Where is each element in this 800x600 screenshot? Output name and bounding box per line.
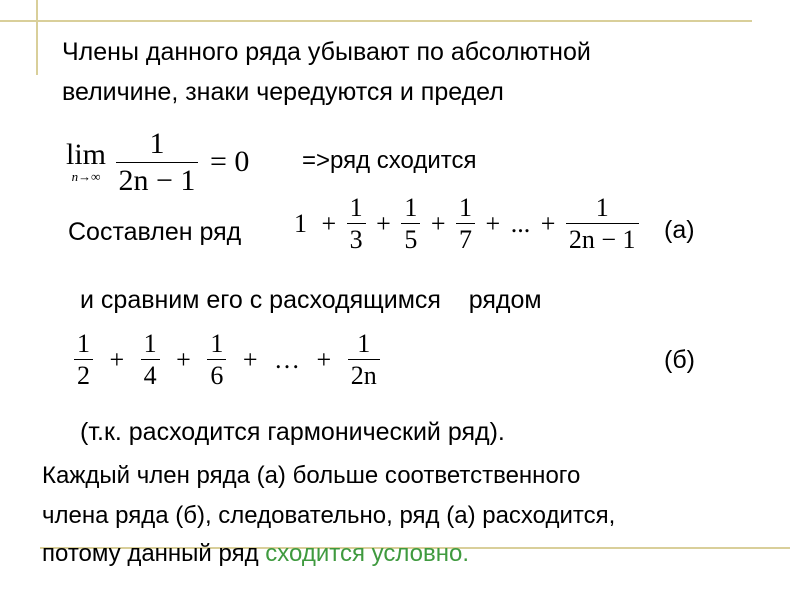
conclusion-line-3 (42, 540, 469, 568)
series-a-term-2 (401, 194, 420, 254)
series-b-term-2 (141, 330, 160, 390)
term-numerator: 1 (595, 193, 609, 222)
conclusion-line-2: члена ряда (б), следовательно, ряд (а) расходится, (42, 502, 616, 529)
plus-sign: + (176, 344, 191, 374)
limit-equals: = 0 (209, 145, 250, 178)
fraction-bar (456, 223, 475, 224)
series-a-tag: (а) (664, 216, 695, 244)
plus-sign: + (242, 344, 258, 374)
term-numerator: 1 (459, 193, 473, 222)
plus-sign: + (430, 208, 446, 238)
conclusion-line-1: Каждый член ряда (а) больше соответственного (42, 462, 581, 489)
fraction-bar (347, 223, 366, 224)
plus-sign: + (376, 208, 391, 238)
limit-expression (66, 128, 253, 196)
fraction-bar (566, 223, 639, 224)
fraction-bar (116, 162, 199, 163)
series-a-term-3 (456, 194, 475, 254)
series-a-term-1 (347, 194, 366, 254)
plus-sign: + (109, 344, 125, 374)
term-numerator: 1 (404, 193, 418, 222)
term-numerator: 1 (143, 329, 157, 358)
frame-top-line (0, 20, 752, 22)
frame-left-line (36, 0, 38, 75)
fraction-bar (207, 359, 226, 360)
plus-sign: + (321, 208, 337, 238)
conditional-convergence-highlight: сходится условно. (265, 540, 469, 567)
harmonic-note: (т.к. расходится гармонический ряд). (80, 418, 505, 446)
series-a-general-term (566, 194, 639, 254)
limit-denominator: 2n − 1 (118, 163, 196, 197)
series-b-term-3 (207, 330, 226, 390)
series-b-ellipsis: … (274, 344, 301, 374)
intro-line-1: Члены данного ряда убывают по абсолютной (62, 38, 591, 66)
limit-conclusion: =>ряд сходится (302, 147, 477, 174)
conclusion-line-3-prefix: потому данный ряд (42, 540, 266, 567)
lim-subscript: n→∞ (71, 168, 101, 184)
limit-fraction (116, 128, 199, 196)
term-numerator: 1 (357, 329, 371, 358)
series-b-term-1 (74, 330, 93, 390)
limit-numerator: 1 (149, 127, 165, 160)
lim-operator: lim (66, 137, 107, 171)
series-a-label: Составлен ряд (68, 218, 242, 246)
series-a-expression (294, 194, 639, 254)
term-denominator: 4 (143, 361, 157, 391)
fraction-bar (401, 223, 420, 224)
term-denominator: 2 (77, 361, 90, 391)
term-denominator: 6 (210, 361, 224, 391)
series-a-ellipsis: ... (510, 208, 531, 238)
series-b-tag: (б) (664, 346, 695, 374)
term-denominator: 2n − 1 (568, 225, 636, 255)
term-numerator: 1 (77, 329, 90, 358)
fraction-bar (348, 359, 380, 360)
compare-text: и сравним его с расходящимся рядом (80, 286, 542, 314)
fraction-bar (74, 359, 93, 360)
plus-sign: + (540, 208, 556, 238)
intro-line-2: величине, знаки чередуются и предел (62, 78, 504, 106)
term-denominator: 2n (350, 361, 377, 391)
series-b-general-term (348, 330, 380, 390)
plus-sign: + (316, 344, 332, 374)
plus-sign: + (485, 208, 501, 238)
series-a-first-term: 1 (294, 208, 307, 238)
series-b-expression (74, 330, 380, 390)
term-denominator: 7 (459, 225, 473, 255)
term-denominator: 3 (349, 225, 363, 255)
fraction-bar (141, 359, 160, 360)
term-numerator: 1 (210, 329, 224, 358)
term-numerator: 1 (349, 193, 363, 222)
term-denominator: 5 (404, 225, 418, 255)
